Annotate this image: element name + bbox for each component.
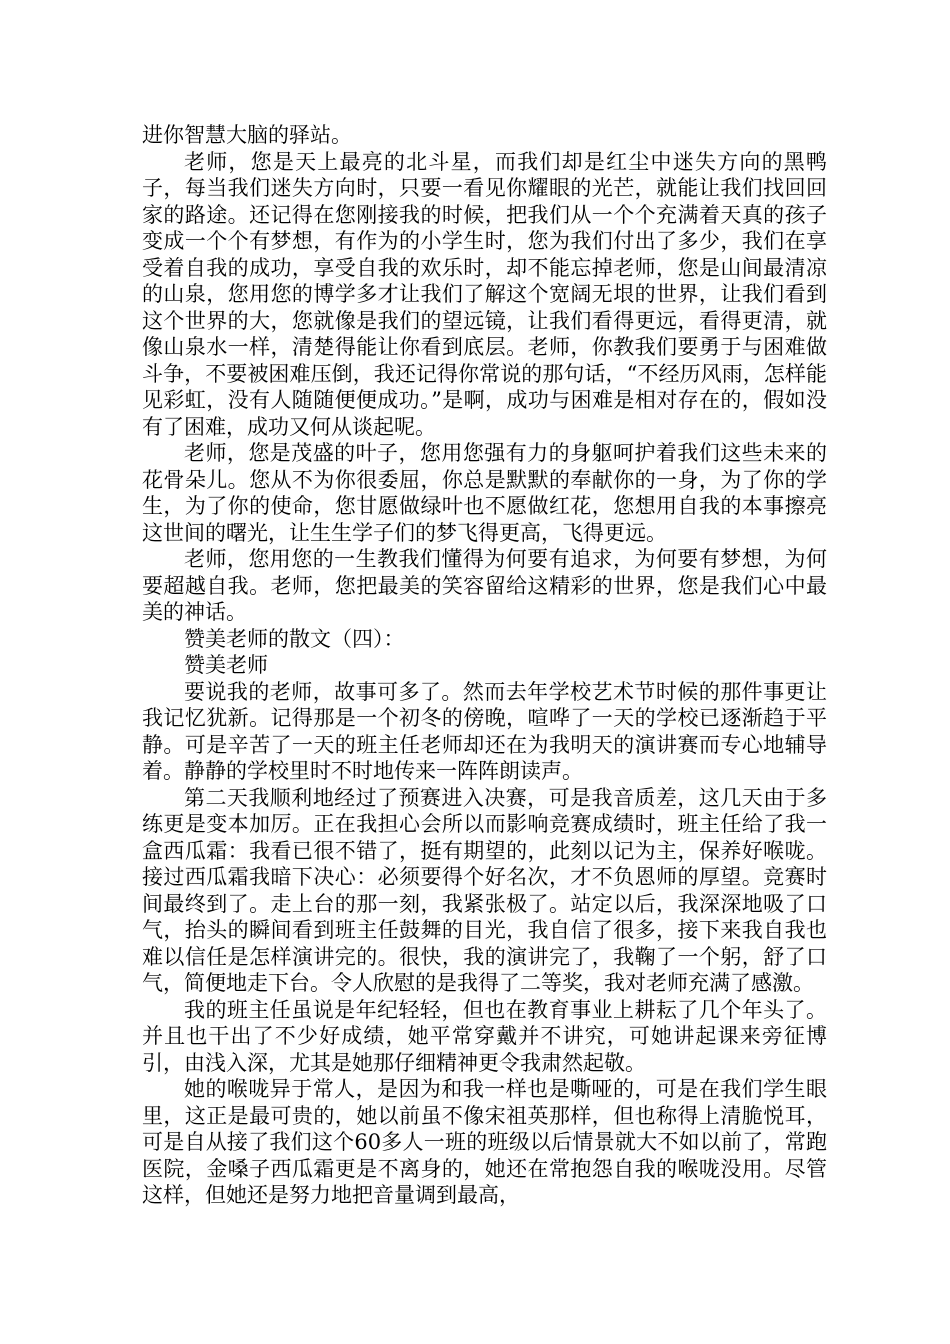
paragraph-competition: 第二天我顺利地经过了预赛进入决赛，可是我音质差，这几天由于多练更是变本加厉。正在我担心会所以而影响竞赛成绩时，班主任给了我一盒西瓜霜：我看已很不错了，挺有期望的，此刻以记为主，保养好喉咙。接过西瓜霜我暗下决心：必须要得个好名次，才不负恩师的厚望。竞赛时间最终到了。走上台的那一刻，我紧张极了。站定以后，我深深地吸了口气，抬头的瞬间看到班主任鼓舞的目光，我自信了很多，接下来我自我也难以信任是怎样演讲完的。很快，我的演讲完了，我鞠了一个躬，舒了口气，简便地走下台。令人欣慰的是我得了二等奖，我对老师充满了感激。 bbox=[142, 785, 827, 995]
paragraph-lifetime: 老师，您用您的一生教我们懂得为何要有追求，为何要有梦想，为何要超越自我。老师，您把最美的笑容留给这精彩的世界，您是我们心中最美的神话。 bbox=[142, 547, 827, 624]
paragraph-continuation: 进你智慧大脑的驿站。 bbox=[142, 123, 352, 147]
paragraph-teacher-voice: 她的喉咙异于常人，是因为和我一样也是嘶哑的，可是在我们学生眼里，这正是最可贵的，她以前虽不像宋祖英那样，但也称得上清脆悦耳，可是自从接了我们这个60多人一班的班级以后情景就大不如以前了，常跑医院，金嗓子西瓜霜更是不离身的，她还在常抱怨自我的喉咙没用。尽管这样，但她还是努力地把音量调到最高， bbox=[142, 1077, 827, 1207]
paragraph-leaves: 老师，您是茂盛的叶子，您用您强有力的身躯呵护着我们这些未来的花骨朵儿。您从不为你很委屈，你总是默默的奉献你的一身，为了你的学生，为了你的使命，您甘愿做绿叶也不愿做红花，您想用自我的本事擦亮这世间的曙光，让生生学子们的梦飞得更高，飞得更远。 bbox=[142, 441, 827, 545]
paragraph-teacher-description: 我的班主任虽说是年纪轻轻，但也在教育事业上耕耘了几个年头了。并且也干出了不少好成绩，她平常穿戴并不讲究，可她讲起课来旁征博引，由浅入深，尤其是她那仔细精神更令我肃然起敬。 bbox=[142, 997, 827, 1075]
paragraph-story-intro: 要说我的老师，故事可多了。然而去年学校艺术节时候的那件事更让我记忆犹新。记得那是一个初冬的傍晚，喧哗了一天的学校已逐渐趋于平静。可是辛苦了一天的班主任老师却还在为我明天的演讲赛而专心地辅导着。静静的学校里时不时地传来一阵阵朗读声。 bbox=[142, 679, 827, 783]
document-page bbox=[142, 122, 827, 1209]
section-heading: 赞美老师的散文（四）： bbox=[184, 626, 405, 651]
essay-title: 赞美老师 bbox=[184, 653, 268, 677]
paragraph-north-star: 老师，您是天上最亮的北斗星，而我们却是红尘中迷失方向的黑鸭子，每当我们迷失方向时，只要一看见你耀眼的光芒，就能让我们找回回家的路途。还记得在您刚接我的时候，把我们从一个个充满着天真的孩子变成一个个有梦想，有作为的小学生时，您为我们付出了多少，我们在享受着自我的成功，享受自我的欢乐时，却不能忘掉老师，您是山间最清凉的山泉，您用您的博学多才让我们了解这个宽阔无垠的世界，让我们看到这个世界的大，您就像是我们的望远镜，让我们看得更远，看得更清，就像山泉水一样，清楚得能让你看到底层。老师，你教我们要勇于与困难做斗争，不要被困难压倒，我还记得你常说的那句话，“不经历风雨，怎样能见彩虹，没有人随随便便成功。”是啊，成功与困难是相对存在的，假如没有了困难，成功又何从谈起呢。 bbox=[142, 149, 827, 439]
